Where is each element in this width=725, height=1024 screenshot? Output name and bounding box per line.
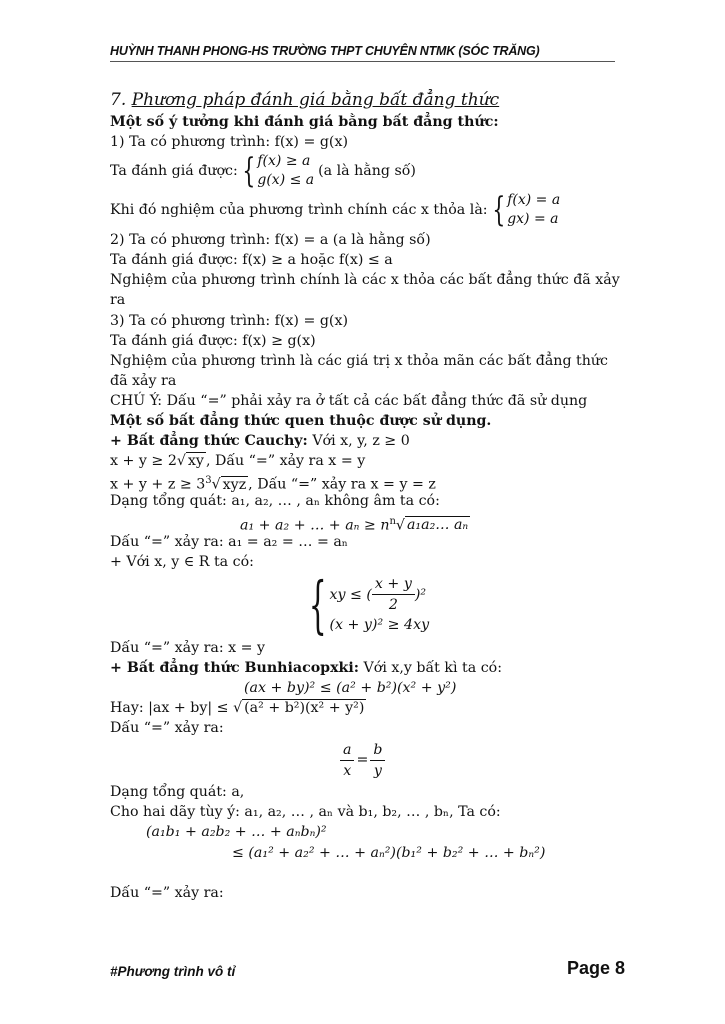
general-form: Dạng tổng quát: a₁, a₂, … , aₙ không âm ta có: [110,493,440,510]
cauchy-condition: Với x, y, z ≥ 0 [312,433,410,450]
real-xy: + Với x, y ∈ R ta có: [110,553,254,570]
page-number: Page 8 [566,958,625,978]
case-1-eval [110,152,620,190]
system-top-rhs: )² [414,586,427,603]
page-content [110,88,620,903]
sqrt-icon: √ [233,700,243,717]
cauchy-three-lhs: x + y + z ≥ 3 [110,477,206,494]
footer-chapter: #Phương trình vô tỉ [110,964,236,979]
bunh-inequality: (ax + by)² ≤ (a² + b²)(x² + y²) [244,679,457,696]
bunh-hay-radicand: (a² + b²)(x² + y²) [244,700,365,717]
bunh-hay-prefix: Hay: |ax + by| ≤ [110,700,234,717]
cauchy-heading [110,431,620,451]
cauchy-three [110,471,620,494]
case-2-eval: Ta đánh giá được: f(x) ≥ a hoặc f(x) ≤ a [110,252,393,269]
case-1-result-a: f(x) = a [507,192,561,209]
case-1-result [110,190,620,230]
bunh-label: + Bất đẳng thức Bunhiacopxki: [110,659,360,676]
system-fraction-numerator: x + y [372,574,415,595]
brace-icon: { [491,190,505,231]
section-title: Phương pháp đánh giá bằng bất đẳng thức [131,90,500,110]
system-bottom: (x + y)² ≥ 4xy [329,617,430,634]
sqrt-icon: √ [176,453,186,470]
general-inequality-index: n [389,515,396,527]
bunh-ratio [110,738,620,782]
cauchy-label: + Bất đẳng thức Cauchy: [110,433,308,450]
sqrt-icon: √ [211,477,221,494]
case-1-eval-prefix: Ta đánh giá được: [110,163,238,180]
system-top-lhs: xy ≤ ( [329,586,372,603]
general-inequality [110,512,620,532]
cauchy-two [110,451,620,471]
case-1-brace-a: f(x) ≥ a [257,153,311,170]
case-1-result-b: gx) = a [507,211,559,228]
brace-icon: { [242,151,256,192]
case-1-brace-b: g(x) ≤ a [257,172,315,189]
general-inequality-2-line2: ≤ (a₁² + a₂² + … + aₙ²)(b₁² + b₂² + … + bₙ²) [232,844,546,861]
section-heading [110,88,620,112]
general-form-2: Dạng tổng quát: a, [110,784,245,801]
bunh-equality: Dấu “=” xảy ra: [110,720,224,737]
cauchy-three-equality: , Dấu “=” xảy ra x = y = z [248,477,436,494]
case-1-eval-suffix: (a là hằng số) [318,163,416,180]
case-1-brace [238,152,314,190]
general-inequality-lhs: a₁ + a₂ + … + aₙ ≥ n [240,517,390,534]
cauchy-two-lhs: x + y ≥ 2 [110,453,177,470]
case-2: 2) Ta có phương trình: f(x) = a (a là hằng số) [110,232,431,249]
final-equality: Dấu “=” xảy ra: [110,884,224,901]
cauchy-three-radicand: xyz [222,477,247,494]
case-3-result: Nghiệm của phương trình là các giá trị x thỏa mãn các bất đẳng thức đã xảy ra [110,352,608,389]
bunh-condition: Với x,y bất kì ta có: [363,659,502,676]
cauchy-two-equality: , Dấu “=” xảy ra x = y [205,453,366,470]
general-inequality-2-line1: (a₁b₁ + a₂b₂ + … + aₙbₙ)² [146,824,327,841]
case-1-result-brace [488,191,561,229]
section-number: 7. [110,90,127,110]
two-sequences: Cho hai dãy tùy ý: a₁, a₂, … , aₙ và b₁, b₂, … , bₙ, Ta có: [110,804,501,821]
xy-system [110,567,620,641]
general-equality: Dấu “=” xảy ra: a₁ = a₂ = … = aₙ [110,533,348,550]
case-1: 1) Ta có phương trình: f(x) = g(x) [110,134,348,151]
page-header: HUỲNH THANH PHONG-HS TRƯỜNG THPT CHUYÊN NTMK (SÓC TRĂNG) [110,44,540,58]
header-rule [110,61,615,62]
ratio-b-denominator: y [373,762,382,779]
bunh-heading [110,658,620,678]
sqrt-icon: √ [395,517,405,534]
idea-title: Một số ý tưởng khi đánh giá bằng bất đẳng thức: [110,114,499,130]
note: CHÚ Ý: Dấu “=” phải xảy ra ở tất cả các bất đẳng thức đã sử dụng [110,392,588,409]
ratio-equals: = [356,752,369,769]
case-1-result-prefix: Khi đó nghiệm của phương trình chính các x thỏa là: [110,202,488,219]
system-fraction-denominator: 2 [388,597,398,614]
case-3-eval: Ta đánh giá được: f(x) ≥ g(x) [110,332,316,349]
cauchy-three-index: 3 [205,475,212,487]
case-3: 3) Ta có phương trình: f(x) = g(x) [110,312,348,329]
ratio-a-denominator: x [343,762,352,779]
system-equality: Dấu “=” xảy ra: x = y [110,639,266,656]
known-title: Một số bất đẳng thức quen thuộc được sử dụng. [110,413,492,430]
case-2-result: Nghiệm của phương trình chính là các x thỏa các bất đẳng thức đã xảy ra [110,272,620,309]
brace-icon: { [308,567,327,641]
bunh-hay [110,698,620,718]
ratio-a-numerator: a [340,740,354,761]
ratio-b-numerator: b [370,740,385,761]
cauchy-two-radicand: xy [187,453,204,470]
general-inequality-radicand: a₁a₂… aₙ [406,517,469,534]
